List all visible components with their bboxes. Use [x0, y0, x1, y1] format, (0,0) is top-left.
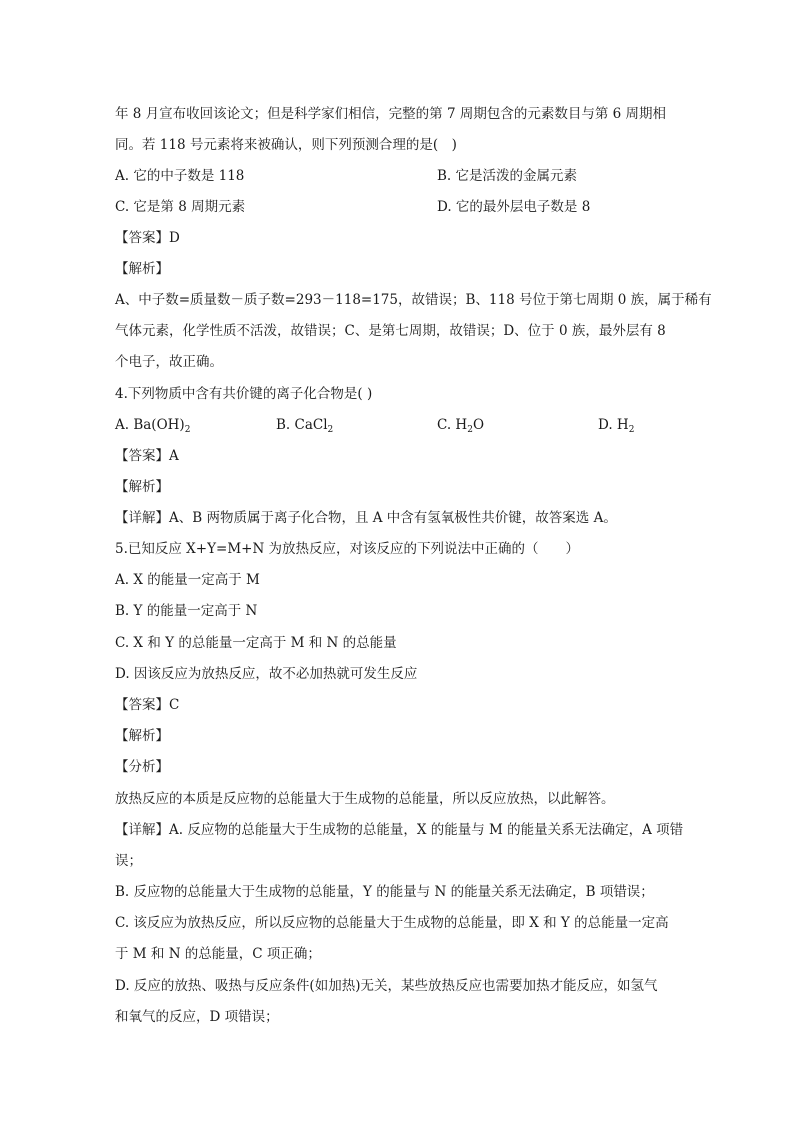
q4-analysis-label: 【解析】 [115, 479, 169, 495]
q4-option-c-subscript: 2 [467, 425, 473, 435]
q3-stem-line1: 年 8 月宣布收回该论文；但是科学家们相信，完整的第 7 周期包含的元素数目与第 6 周期相 [115, 106, 667, 122]
q5-detail-line2: 误； [115, 853, 142, 869]
q5-stem: 5.已知反应 X+Y=M+N 为放热反应，对该反应的下列说法中正确的（ ） [115, 541, 580, 557]
q3-option-c: C. 它是第 8 周期元素 [115, 199, 246, 215]
q5-detail-c1: C. 该反应为放热反应，所以反应物的总能量大于生成物的总能量，即 X 和 Y 的总能量一定高 [115, 915, 669, 931]
q4-option-a-text: A. Ba(OH) [115, 417, 185, 433]
q5-fenxi-label: 【分析】 [115, 759, 169, 775]
q5-option-c: C. X 和 Y 的总能量一定高于 M 和 N 的总能量 [115, 635, 397, 651]
q4-option-d-text: D. H [598, 417, 629, 433]
q5-detail-d2: 和氧气的反应，D 项错误； [115, 1009, 279, 1025]
q3-stem-line2: 同。若 118 号元素将来被确认，则下列预测合理的是( ) [115, 137, 457, 153]
q3-analysis-line1: A、中子数=质量数－质子数=293－118=175，故错误；B、118 号位于第七周期 0 族，属于稀有 [115, 292, 712, 308]
q5-detail-d1: D. 反应的放热、吸热与反应条件(如加热)无关，某些放热反应也需要加热才能反应，如氢气 [115, 978, 658, 994]
q4-option-d-subscript: 2 [628, 425, 635, 435]
q5-option-b: B. Y 的能量一定高于 N [115, 603, 258, 619]
q4-option-c [437, 415, 484, 435]
q3-analysis-line3: 个电子，故正确。 [115, 354, 223, 370]
q4-option-c-suffix: O [472, 417, 485, 433]
q3-analysis-line2: 气体元素，化学性质不活泼，故错误；C、是第七周期，故错误；D、位于 0 族，最外层有 8 [115, 323, 666, 339]
q4-option-a-subscript: 2 [184, 425, 191, 435]
q5-detail-c2: 于 M 和 N 的总能量，C 项正确； [115, 946, 321, 962]
q5-answer: 【答案】C [115, 697, 180, 713]
q4-option-b-text: B. CaCl [276, 417, 328, 433]
q5-option-a: A. X 的能量一定高于 M [115, 572, 260, 588]
q4-option-a [115, 415, 190, 435]
q3-option-d: D. 它的最外层电子数是 8 [437, 199, 591, 215]
q4-detail: 【详解】A、B 两物质属于离子化合物，且 A 中含有氢氧极性共价键，故答案选 A。 [115, 510, 617, 526]
q4-option-c-text: C. H [437, 417, 468, 433]
q4-answer: 【答案】A [115, 448, 179, 464]
q4-option-d [598, 415, 634, 435]
q3-option-b: B. 它是活泼的金属元素 [437, 168, 578, 184]
q5-analysis-label: 【解析】 [115, 728, 169, 744]
q4-option-b [276, 415, 333, 435]
q5-detail-b: B. 反应物的总能量大于生成物的总能量，Y 的能量与 N 的能量关系无法确定，B 项错误； [115, 884, 654, 900]
q5-fenxi-text: 放热反应的本质是反应物的总能量大于生成物的总能量，所以反应放热，以此解答。 [115, 791, 615, 807]
q3-answer: 【答案】D [115, 230, 180, 246]
q4-option-b-subscript: 2 [327, 425, 334, 435]
q3-analysis-label: 【解析】 [115, 261, 169, 277]
q5-detail-line1: 【详解】A. 反应物的总能量大于生成物的总能量，X 的能量与 M 的能量关系无法确定，A 项错 [115, 822, 684, 838]
q5-option-d: D. 因该反应为放热反应，故不必加热就可发生反应 [115, 666, 418, 682]
q4-stem: 4.下列物质中含有共价键的离子化合物是( ) [115, 386, 373, 402]
q3-option-a: A. 它的中子数是 118 [115, 168, 245, 184]
